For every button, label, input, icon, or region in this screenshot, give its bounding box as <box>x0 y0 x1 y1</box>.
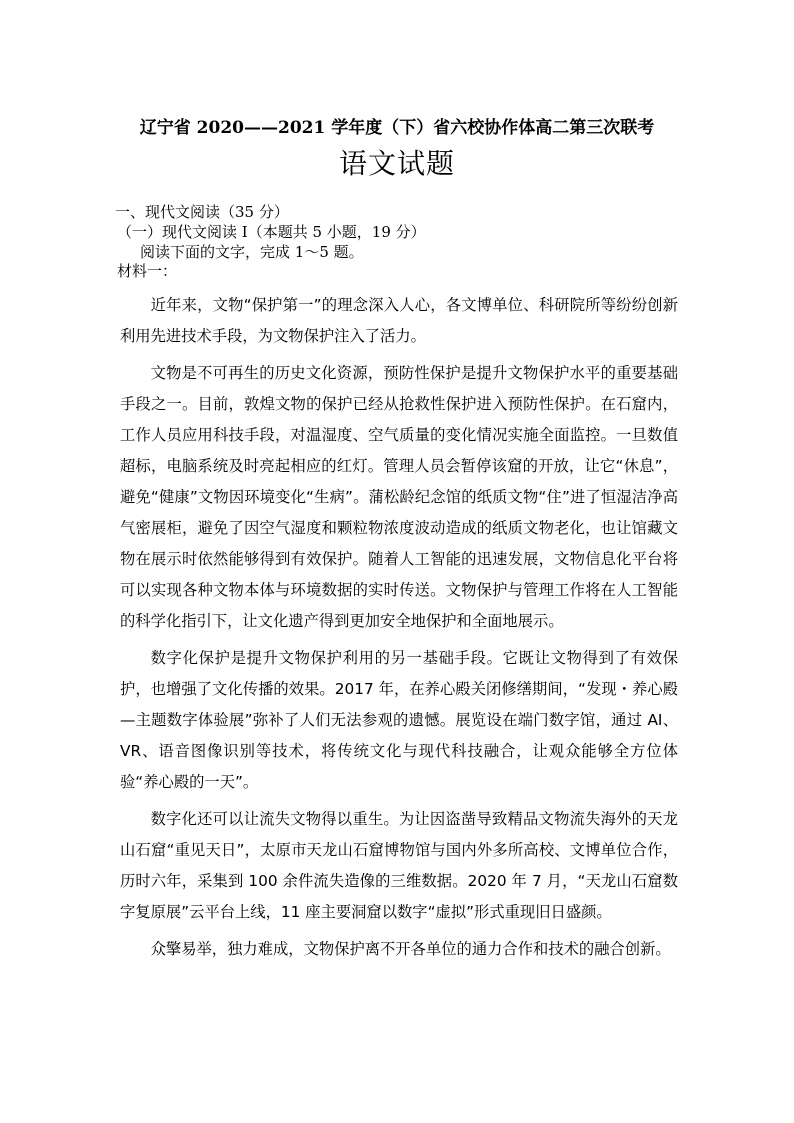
part1-sub-heading: （一）现代文阅读 I（本题共 5 小题，19 分） <box>117 223 426 241</box>
paragraph-2: 文物是不可再生的历史文化资源，预防性保护是提升文物保护水平的重要基础手段之一。目前，敦煌文物的保护已经从抢救性保护进入预防性保护。在石窟内，工作人员应用科技手段，对温湿度、空气质量的变化情况实施全面监控。一旦数值超标，电脑系统及时亮起相应的红灯。管理人员会暂停该窟的开放，让它“休息”，避免“健康”文物因环境变化“生病”。蒲松龄纪念馆的纸质文物“住”进了恒湿洁净高气密展柜，避免了因空气湿度和颗粒物浓度波动造成的纸质文物老化，也让馆藏文物在展示时依然能够得到有效保护。随着人工智能的迅速发展，文物信息化平台将可以实现各种文物本体与环境数据的实时传送。文物保护与管理工作将在人工智能的科学化指引下，让文化遗产得到更加安全地保护和全面地展示。 <box>120 364 678 630</box>
exam-title: 辽宁省 2020——2021 学年度（下）省六校协作体高二第三次联考 <box>139 118 655 138</box>
reading-instruction: 阅读下面的文字，完成 1～5 题。 <box>140 243 364 261</box>
paragraph-5: 众擎易举，独力难成，文物保护离不开各单位的通力合作和技术的融合创新。 <box>150 940 671 958</box>
paragraph-1: 近年来，文物“保护第一”的理念深入人心，各文博单位、科研院所等纷纷创新利用先进技术手段，为文物保护注入了活力。 <box>120 296 678 345</box>
material-label: 材料一： <box>117 262 178 280</box>
paragraph-4: 数字化还可以让流失文物得以重生。为让因盗凿导致精品文物流失海外的天龙山石窟“重见天日”，太原市天龙山石窟博物馆与国内外多所高校、文博单位合作，历时六年，采集到 100 余件流失造像的三维数据。2020 年 7 月，“天龙山石窟数字复原展”云平台上线，11 座主要洞窟以数字“虚拟”形式重现旧日盛颜。 <box>120 810 678 921</box>
part1-heading: 一、现代文阅读（35 分） <box>115 203 289 221</box>
material-body <box>120 290 678 971</box>
subject-title: 语文试题 <box>338 147 455 180</box>
exam-header <box>0 116 794 184</box>
paragraph-3: 数字化保护是提升文物保护利用的另一基础手段。它既让文物得到了有效保护，也增强了文化传播的效果。2017 年，在养心殿关闭修缮期间，“发现・养心殿—主题数字体验展”弥补了人们无法参观的遗憾。展览设在端门数字馆，通过 AI、VR、语音图像识别等技术，将传统文化与现代科技融合，让观众能够全方位体验“养心殿的一天”。 <box>120 649 678 791</box>
